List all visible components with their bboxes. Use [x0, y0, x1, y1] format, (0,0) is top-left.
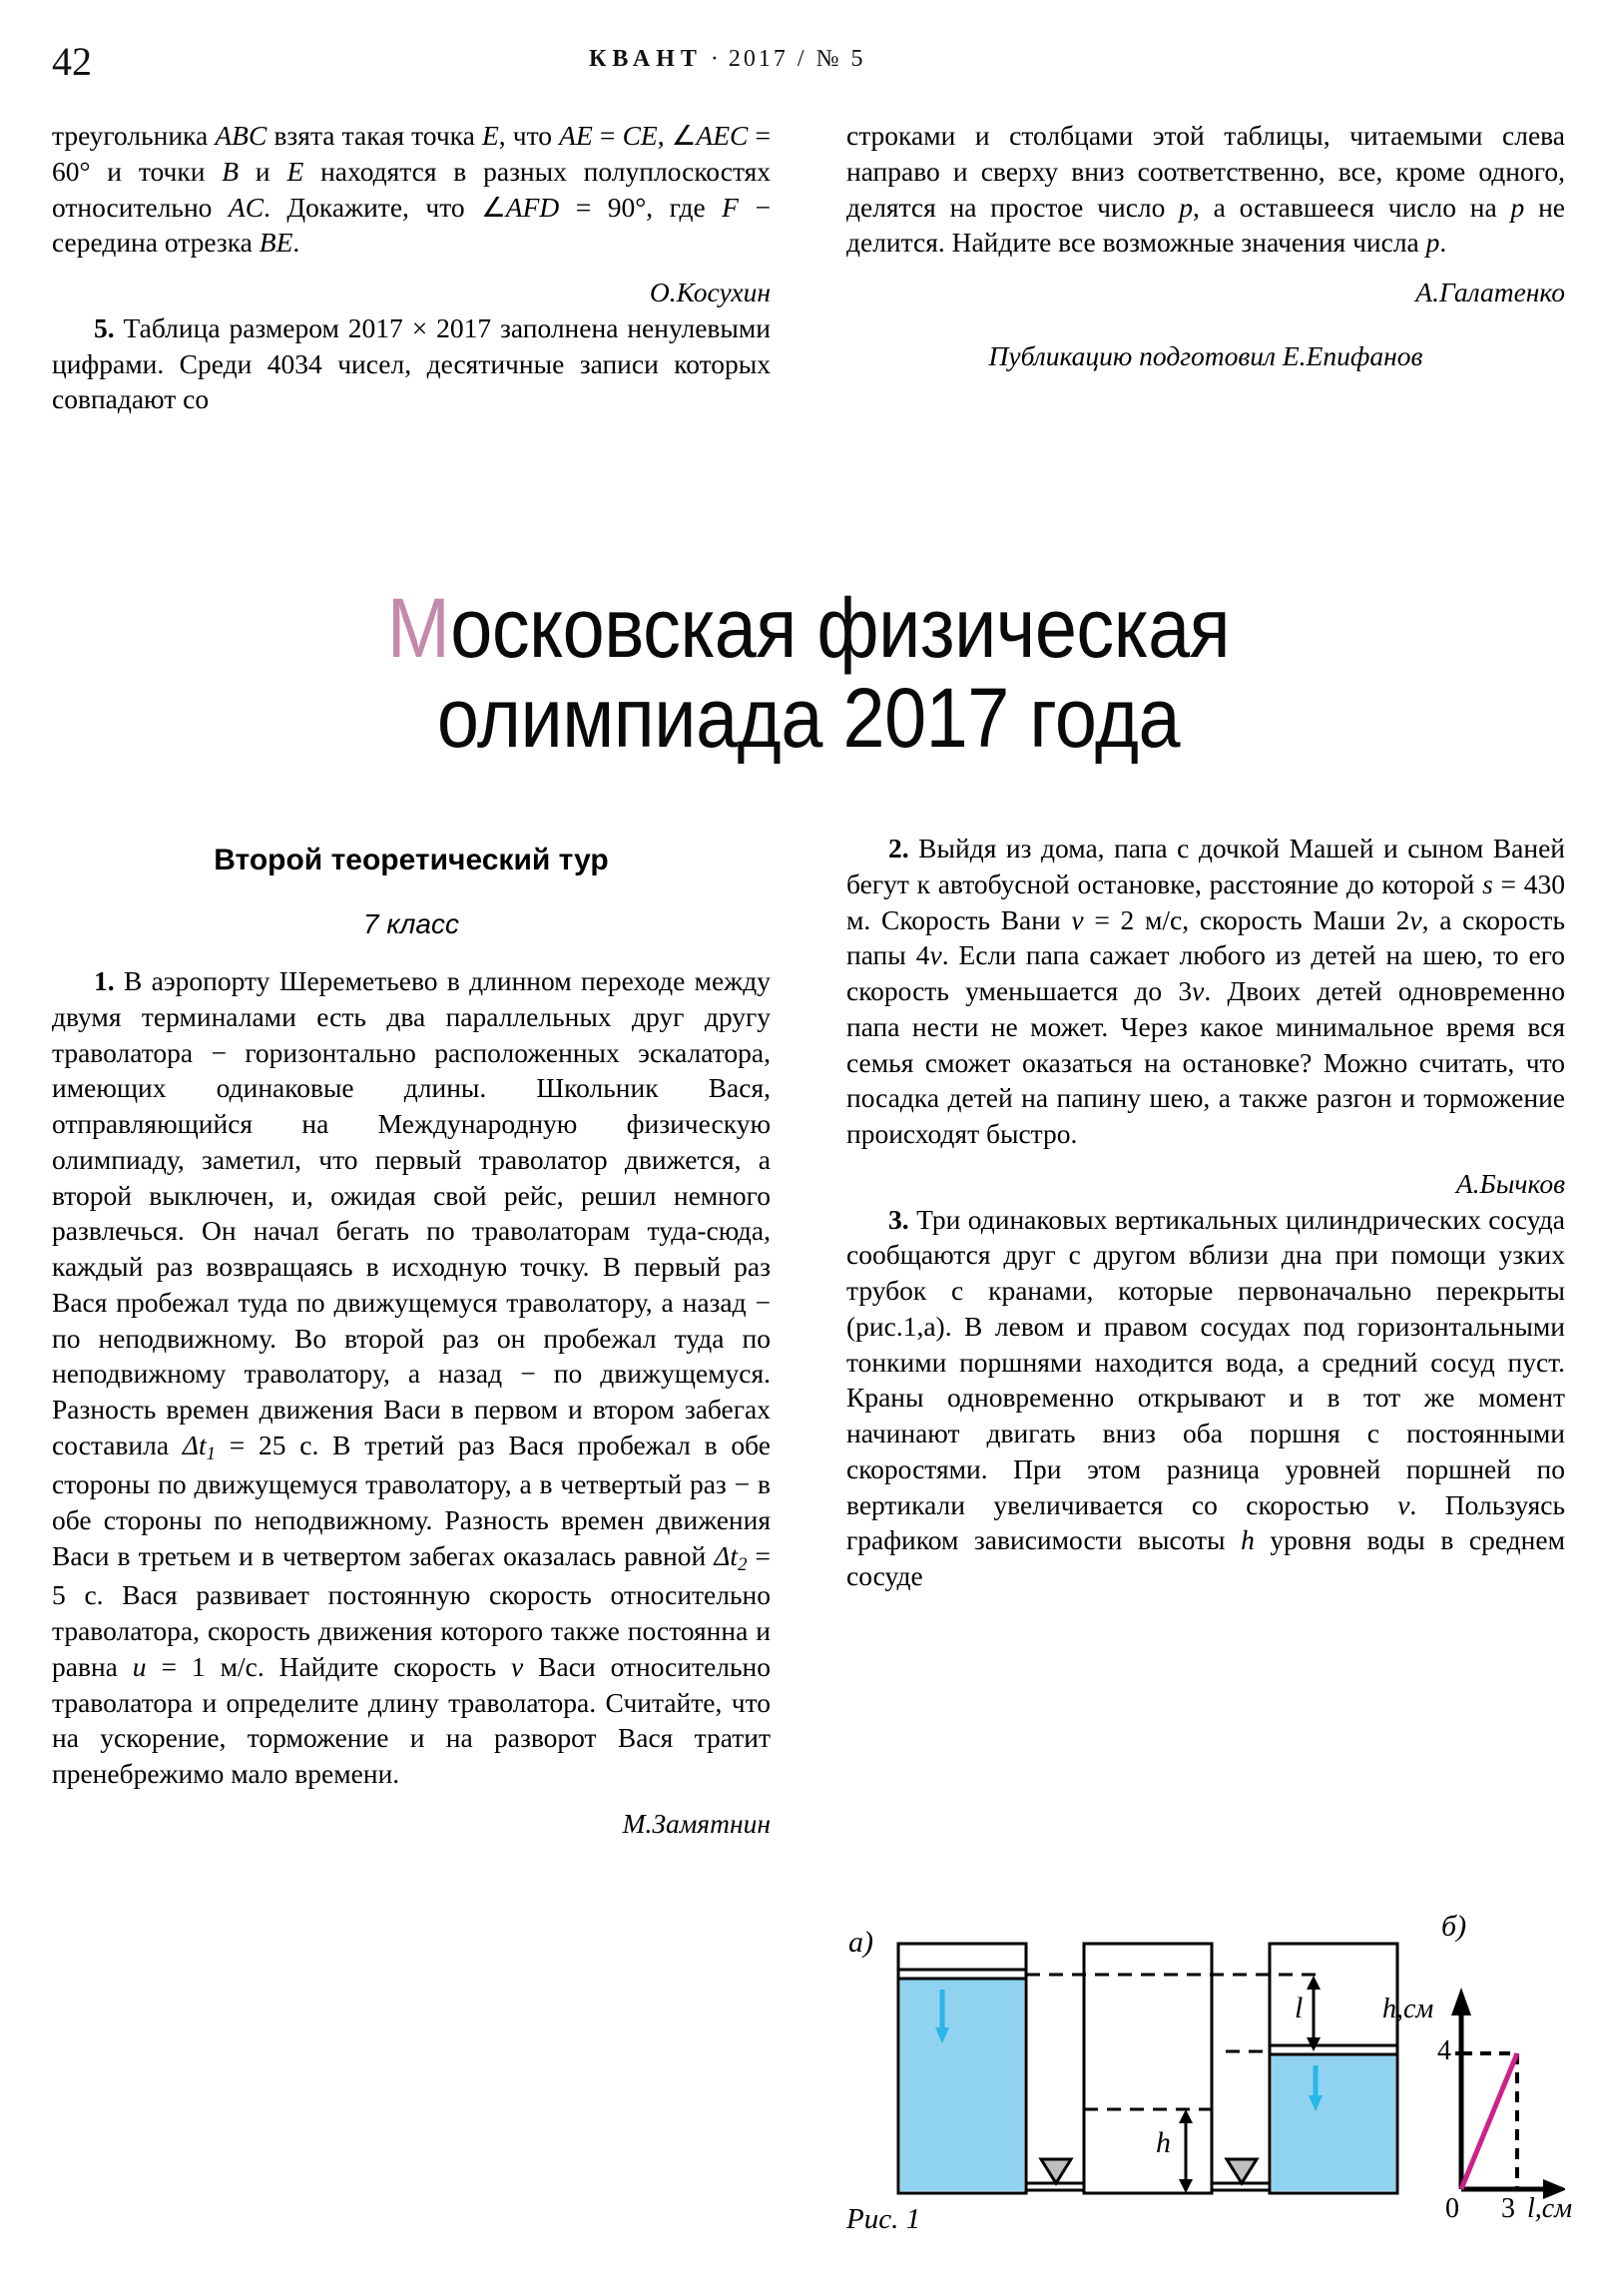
- graph-x-axis-label: l,см: [1527, 2193, 1573, 2224]
- graph-y-axis-label: h,см: [1382, 1994, 1434, 2024]
- left-valve-icon: [1041, 2159, 1071, 2183]
- top-left-column: [52, 118, 771, 417]
- continuation-paragraph-left: треугольника ABC взята такая точка E, что AE = CE, ∠AEC = 60° и точки B и E находятся в разных полуплоскостях относительно AC. Докажите, что ∠AFD = 90°, где F − середина отрезка BE.: [52, 120, 772, 259]
- dim-l-arrow-up: [1307, 1976, 1321, 1990]
- graph-h-vs-l: [1451, 1988, 1565, 2199]
- dim-h-label: h: [1156, 2126, 1171, 2159]
- problem-1: [52, 963, 771, 1792]
- figure-1-graphic: [846, 1932, 1565, 2231]
- continuation-paragraph-right: строками и столбцами этой таблицы, читаемыми слева направо и сверху вниз соответственно, все, кроме одного, делятся на простое число p, а оставшееся число на p не делится. Найдите все возможные значения числа p.: [846, 120, 1565, 259]
- problem-2-number: 2.: [888, 833, 909, 863]
- left-piston: [898, 1970, 1026, 1979]
- journal-masthead: [589, 46, 865, 73]
- journal-issue: 2017 / № 5: [728, 46, 866, 72]
- left-vessel-water: [900, 1980, 1024, 2191]
- panel-b-label: б): [1441, 1910, 1467, 1943]
- graph-y-axis-arrow: [1451, 1988, 1471, 2015]
- attribution-bychkov: А.Бычков: [1455, 1167, 1565, 1199]
- attribution-galatenko: А.Галатенко: [1415, 277, 1565, 307]
- middle-vessel-body: [1084, 1944, 1212, 2193]
- top-right-column: [846, 118, 1565, 374]
- title-line2: олимпиада 2017 года: [436, 670, 1181, 765]
- figure-caption: Рис. 1: [846, 2203, 921, 2235]
- attribution-zamyatnin: М.Замятнин: [622, 1807, 771, 1839]
- dim-h-arrow-up: [1179, 2109, 1193, 2123]
- page-header: [0, 38, 1597, 88]
- problem-1-text: В аэропорту Шереметьево в длинном переходе между двумя терминалами есть два параллельных друг другу траволатора − горизонтально расположенных эскалатора, имеющих одинаковые длины. Школьник Вася, отправляющийся на Международную физическую олимпиаду, заметил, что первый траволатор движется, а второй выключен, и, ожидая свой рейс, решил немного развлечься. Он начал бегать по траволаторам туда-сюда, каждый раз возвращаясь в исходную точку. В первый раз Вася пробежал туда по движущемуся траволатору, а назад − по неподвижному. Во второй раз он пробежал туда по неподвижному траволатору, а назад − по движущемуся. Разность времен движения Васи в первом и втором забегах составила $\Delta t_1 = 25$ с. В третий раз Вася пробежал в обе стороны по движущемуся траволатору, а в четвертый раз − в обе стороны по неподвижному. Разность времен движения Васи в третьем и в четвертом забегах оказалась равной $\Delta t_2 = 5$ с. Вася развивает постоянную скорость относительно траволатора, скорость движения которого также постоянна и равна u = 1 м/с. Найдите скорость v Васи относительно траволатора и определите длину траволатора. Считайте, что на ускорение, торможение и на разворот Вася тратит пренебрежимо мало времени.: [52, 965, 772, 1790]
- attribution-kosuhin: О.Косухин: [649, 277, 771, 307]
- article-title: [189, 581, 1428, 765]
- prepared-by-line: Публикацию подготовил Е.Епифанов: [988, 339, 1423, 371]
- figure-1: [846, 1910, 1573, 2251]
- problem-2: [846, 831, 1565, 1152]
- section-heading: Второй теоретический тур: [214, 844, 609, 876]
- page-number: 42: [52, 39, 92, 84]
- problem-5-text: Таблица размером 2017 × 2017 заполнена ненулевыми цифрами. Среди 4034 чисел, десятичные записи которых совпадают со: [52, 311, 772, 415]
- problem-2-text: Выйдя из дома, папа с дочкой Машей и сыном Ваней бегут к автобусной остановке, расстояние до которой s = 430 м. Скорость Вани v = 2 м/с, скорость Маши 2v, а скорость папы 4v. Если папа сажает любого из детей на шею, то его скорость уменьшается до 3v. Двоих детей одновременно папа нести не может. Через какое минимальное время вся семья сможет оказаться на остановке? Можно считать, что посадка детей на папину шею, а также разгон и торможение происходят быстро.: [846, 833, 1566, 1149]
- graph-x-tick-label-0: 0: [1445, 2193, 1459, 2224]
- vessels-diagram: [898, 1944, 1397, 2193]
- body-left-column: [52, 963, 771, 1842]
- right-piston: [1270, 2045, 1397, 2054]
- dim-h-arrow-down: [1179, 2179, 1193, 2193]
- masthead-separator: ·: [710, 46, 721, 72]
- graph-data-line: [1461, 2053, 1517, 2189]
- problem-3-text: Три одинаковых вертикальных цилиндрических сосуда сообщаются друг с другом вблизи дна при помощи узких трубок с кранами, которые первоначально перекрыты (рис.1,а). В левом и правом сосудах под горизонтальными тонкими поршнями находится вода, а средний сосуд пуст. Краны одновременно открывают и в тот же момент начинают двигать вниз оба поршня с постоянными скоростями. При этом разница уровней поршней по вертикали увеличивается со скоростью v. Пользуясь графиком зависимости высоты h уровня воды в среднем сосуде: [846, 1203, 1565, 1591]
- problem-1-number: 1.: [94, 965, 115, 996]
- right-valve-icon: [1227, 2159, 1257, 2183]
- graph-x-tick-label-3: 3: [1501, 2193, 1515, 2224]
- journal-name: КВАНТ: [589, 46, 703, 72]
- problem-5-number: 5.: [94, 311, 115, 343]
- panel-a-label: а): [848, 1926, 873, 1959]
- graph-y-tick-label-4: 4: [1437, 2035, 1451, 2066]
- title-drop-cap: М: [386, 581, 451, 675]
- title-line1: осковская физическая: [450, 581, 1231, 675]
- dim-l-label: l: [1295, 1992, 1304, 2024]
- problem-3: [846, 1202, 1565, 1594]
- grade-heading: 7 класс: [363, 908, 459, 939]
- body-right-column: [846, 831, 1565, 1594]
- right-vessel-water: [1272, 2055, 1395, 2191]
- problem-5: [52, 310, 771, 417]
- problem-3-number: 3.: [888, 1203, 909, 1235]
